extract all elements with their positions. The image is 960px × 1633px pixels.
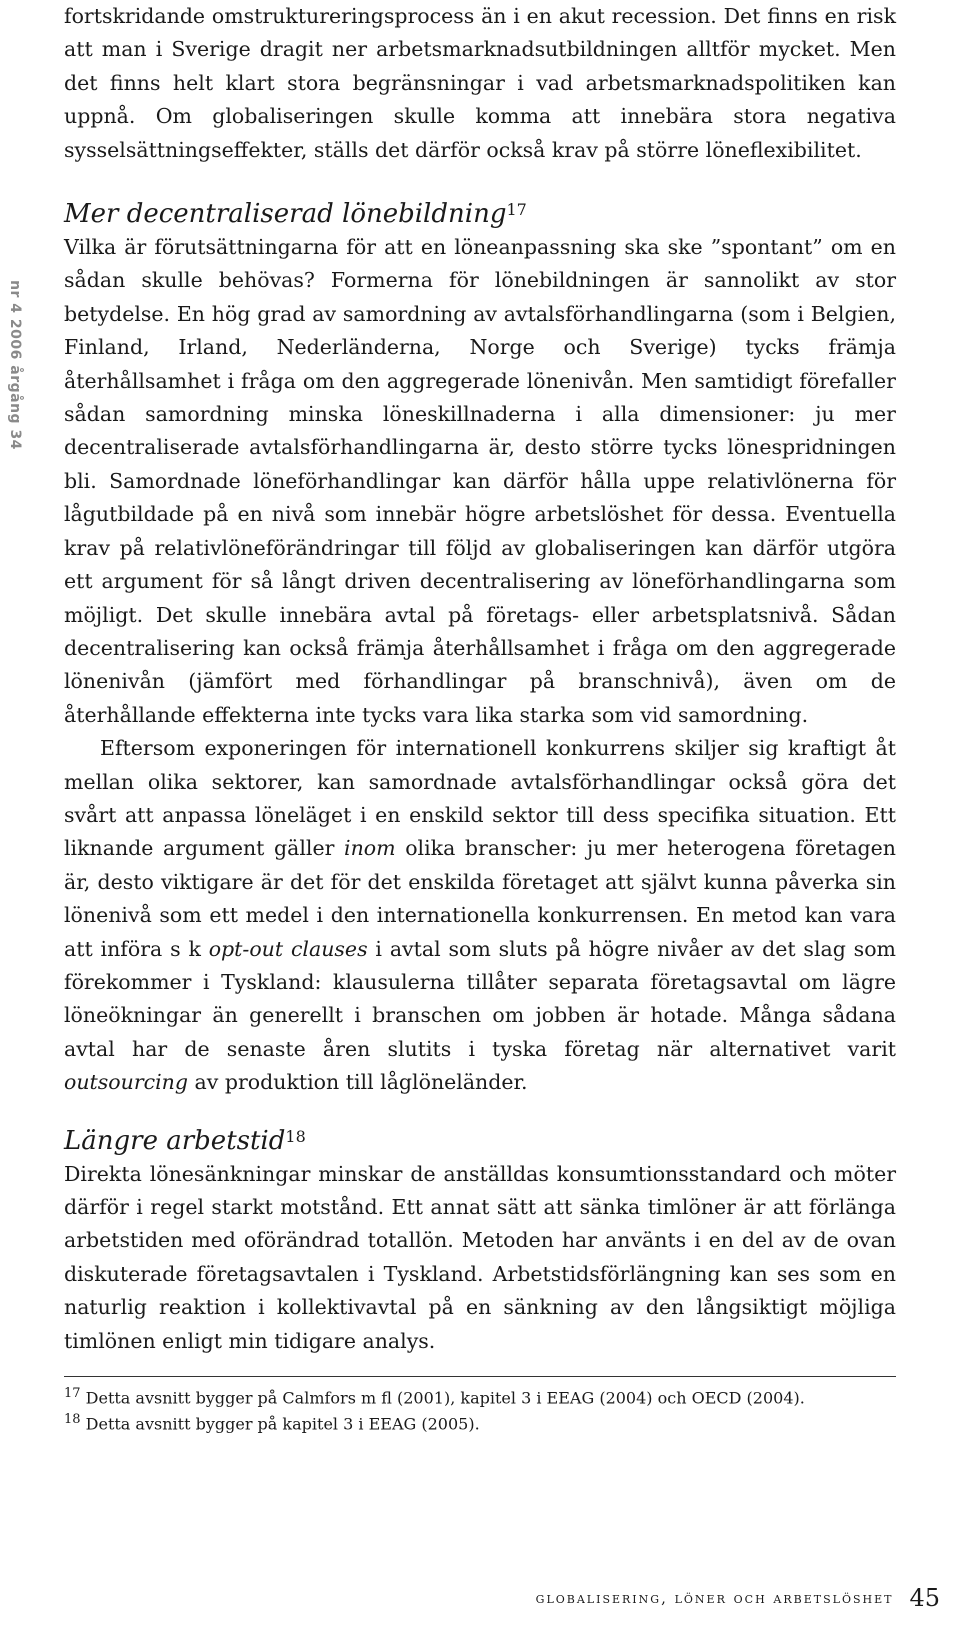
footnote-ref-18: 18 [285, 1126, 306, 1146]
footnote-ref-17: 17 [506, 200, 527, 220]
paragraph-wage-adjustment: Vilka är förutsättningarna för att en löneanpassning ska ske ”spontant” om en sådan skulle behövas? Formerna för lönebildningen är sannolikt av stor betydelse. En hög grad av samordning av avtalsförhandlingarna (som i Belgien, Finland, Irland, Nederländerna, Norge och Sverige) tycks främja återhållsamhet i fråga om den aggregerade lönenivån. Men samtidigt förefaller sådan samordning minska löneskillnaderna i alla dimensioner: ju mer decentraliserade avtalsförhandlingarna är, desto större tycks lönespridningen bli. Samordnade löneförhandlingar kan därför hålla uppe relativlönerna för lågutbildade på en nivå som innebär högre arbetslöshet för dessa. Eventuella krav på relativlöneförändringar till följd av globaliseringen kan därför utgöra ett argument för så långt driven decentralisering av löneförhandlingarna som möjligt. Det skulle innebära avtal på företags- eller arbetsplatsnivå. Sådan decentralisering kan också främja återhållsamhet i fråga om den aggregerade lönenivån (jämfört med förhandlingar på branschnivå), även om de återhållande effekterna inte tycks vara lika starka som vid samordning. [64, 235, 896, 727]
emphasis-inom: inom [344, 836, 396, 861]
footnote-17: $^{17}$ Detta avsnitt bygger på Calmfors m fl (2001), kapitel 3 i EEAG (2004) och OECD (2004). [64, 1386, 805, 1408]
paragraph-competition-exposure: Eftersom exponeringen för internationell konkurrens skiljer sig kraftigt åt mellan olika sektorer, kan samordnade avtalsförhandlingar också göra det svårt att anpassa löneläget i en enskild sektor till dess specifika situation. Ett liknande argument gäller inom olika branscher: ju mer heterogena företagen är, desto viktigare är det för det enskilda företaget att självt kunna påverka sin lönenivå som ett medel i den internationella konkurrensen. En metod kan vara att införa s k opt-out clauses i avtal som sluts på högre nivåer av det slag som förekommer i Tyskland: klausulerna tillåter separata företagsavtal om lägre löneökningar än generellt i branschen om jobben är hotade. Många sådana avtal har de senaste åren slutits i tyska företag när alternativet varit outsourcing av produktion till låglöneländer. [64, 736, 897, 1095]
page-footer [420, 1578, 940, 1618]
issue-side-label [4, 280, 26, 450]
footnotes [64, 1376, 896, 1436]
running-title: globalisering, löner och arbetslöshet [535, 1589, 894, 1607]
emphasis-opt-out: opt-out clauses [208, 936, 368, 961]
section-title: Mer decentraliserad lönebildning [64, 199, 507, 230]
section-heading-longer-working-time [64, 1124, 896, 1158]
paragraph-working-time: Direkta lönesänkningar minskar de anställdas konsumtionsstandard och möter därför i regel starkt motstånd. Ett annat sätt att sänka timlöner är att förlänga arbetstiden med oförändrad totallön. Metoden har använts i en del av de ovan diskuterade företagsavtalen i Tyskland. Arbetstidsförlängning kan ses som en naturlig reaktion i kollektivavtal på en sänkning av den långsiktigt möjliga timlönen enligt min tidigare analys. [64, 1161, 896, 1353]
section-title: Längre arbetstid [64, 1125, 286, 1156]
article-body [64, 0, 896, 1436]
paragraph-intro: fortskridande omstruktureringsprocess än i en akut recession. Det finns en risk att man i Sverige dragit ner arbetsmarknadsutbildningen alltför mycket. Men det finns helt klart stora begränsningar i vad arbetsmarknadspolitiken kan uppnå. Om globaliseringen skulle komma att innebära stora negativa sysselsättningseffekter, ställs det därför också krav på större löneflexibilitet. [64, 4, 896, 162]
page-number: 45 [909, 1584, 940, 1612]
emphasis-outsourcing: outsourcing [64, 1070, 189, 1095]
issue-label-text: nr 4 2006 årgång 34 [7, 280, 23, 450]
footnote-18: $^{18}$ Detta avsnitt bygger på kapitel 3 i EEAG (2005). [64, 1412, 480, 1434]
section-heading-decentralised-wage-setting [64, 197, 896, 231]
